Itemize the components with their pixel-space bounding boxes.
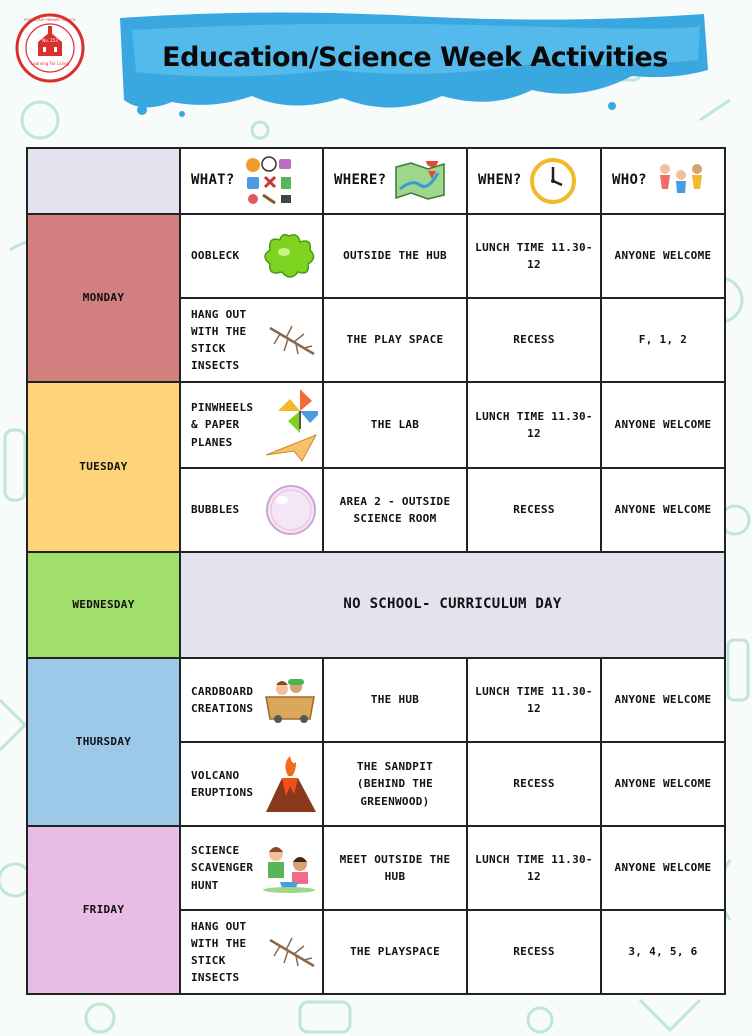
activity-cell: PINWHEELS & PAPER PLANES — [180, 382, 323, 468]
volcano-icon — [262, 754, 318, 814]
audience-cell: ANYONE WELCOME — [601, 826, 725, 910]
location-cell: MEET OUTSIDE THE HUB — [323, 826, 467, 910]
clock-icon — [530, 158, 576, 204]
pinwheel-icon — [266, 385, 318, 465]
audience-cell: ANYONE WELCOME — [601, 382, 725, 468]
column-header-who: WHO? — [601, 148, 725, 214]
audience-cell: ANYONE WELCOME — [601, 468, 725, 552]
day-label-friday: FRIDAY — [27, 826, 180, 994]
map-icon — [394, 161, 446, 201]
audience-cell: ANYONE WELCOME — [601, 658, 725, 742]
table-row — [27, 382, 725, 468]
location-cell: THE PLAY SPACE — [323, 298, 467, 382]
activity-cell: BUBBLES — [180, 468, 323, 552]
activity-cell: OOBLECK — [180, 214, 323, 298]
time-cell: LUNCH TIME 11.30-12 — [467, 826, 601, 910]
time-cell: RECESS — [467, 742, 601, 826]
location-cell: THE PLAYSPACE — [323, 910, 467, 994]
time-cell: LUNCH TIME 11.30-12 — [467, 658, 601, 742]
activity-cell: VOLCANO ERUPTIONS — [180, 742, 323, 826]
no-school-note: NO SCHOOL- CURRICULUM DAY — [180, 552, 725, 658]
column-header-when: WHEN? — [467, 148, 601, 214]
activities-icon — [243, 155, 295, 207]
time-cell: RECESS — [467, 910, 601, 994]
svg-text:FOOTSCRAY PRIMARY SCHOOL: FOOTSCRAY PRIMARY SCHOOL — [24, 18, 76, 22]
audience-cell: ANYONE WELCOME — [601, 214, 725, 298]
table-header-row — [27, 148, 725, 214]
audience-cell: ANYONE WELCOME — [601, 742, 725, 826]
svg-text:No. 253: No. 253 — [42, 38, 58, 43]
day-label-tuesday: TUESDAY — [27, 382, 180, 552]
school-logo — [14, 12, 86, 84]
cardboard-box-icon — [262, 677, 318, 723]
day-label-wednesday: WEDNESDAY — [27, 552, 180, 658]
time-cell: RECESS — [467, 468, 601, 552]
location-cell: OUTSIDE THE HUB — [323, 214, 467, 298]
column-header-what: WHAT? — [180, 148, 323, 214]
corner-cell — [27, 148, 180, 214]
location-cell: THE LAB — [323, 382, 467, 468]
activity-cell: SCIENCE SCAVENGER HUNT — [180, 826, 323, 910]
children-icon — [655, 161, 707, 201]
time-cell: LUNCH TIME 11.30-12 — [467, 382, 601, 468]
svg-text:Learning For Living: Learning For Living — [30, 61, 70, 66]
activity-cell: CARDBOARD CREATIONS — [180, 658, 323, 742]
table-row — [27, 658, 725, 742]
stick-insect-icon — [266, 320, 318, 360]
table-row — [27, 826, 725, 910]
table-row — [27, 214, 725, 298]
activity-cell: HANG OUT WITH THE STICK INSECTS — [180, 298, 323, 382]
location-cell: THE SANDPIT (BEHIND THE GREENWOOD) — [323, 742, 467, 826]
kids-reading-icon — [260, 842, 318, 894]
slime-icon — [260, 230, 318, 282]
day-label-monday: MONDAY — [27, 214, 180, 382]
audience-cell: 3, 4, 5, 6 — [601, 910, 725, 994]
table-row — [27, 552, 725, 658]
location-cell: AREA 2 - OUTSIDE SCIENCE ROOM — [323, 468, 467, 552]
time-cell: RECESS — [467, 298, 601, 382]
location-cell: THE HUB — [323, 658, 467, 742]
activity-cell: HANG OUT WITH THE STICK INSECTS — [180, 910, 323, 994]
time-cell: LUNCH TIME 11.30-12 — [467, 214, 601, 298]
day-label-thursday: THURSDAY — [27, 658, 180, 826]
column-header-where: WHERE? — [323, 148, 467, 214]
stick-insect-icon — [266, 932, 318, 972]
audience-cell: F, 1, 2 — [601, 298, 725, 382]
bubble-icon — [264, 483, 318, 537]
page-title: Education/Science Week Activities — [162, 42, 668, 73]
activities-table — [26, 147, 726, 995]
